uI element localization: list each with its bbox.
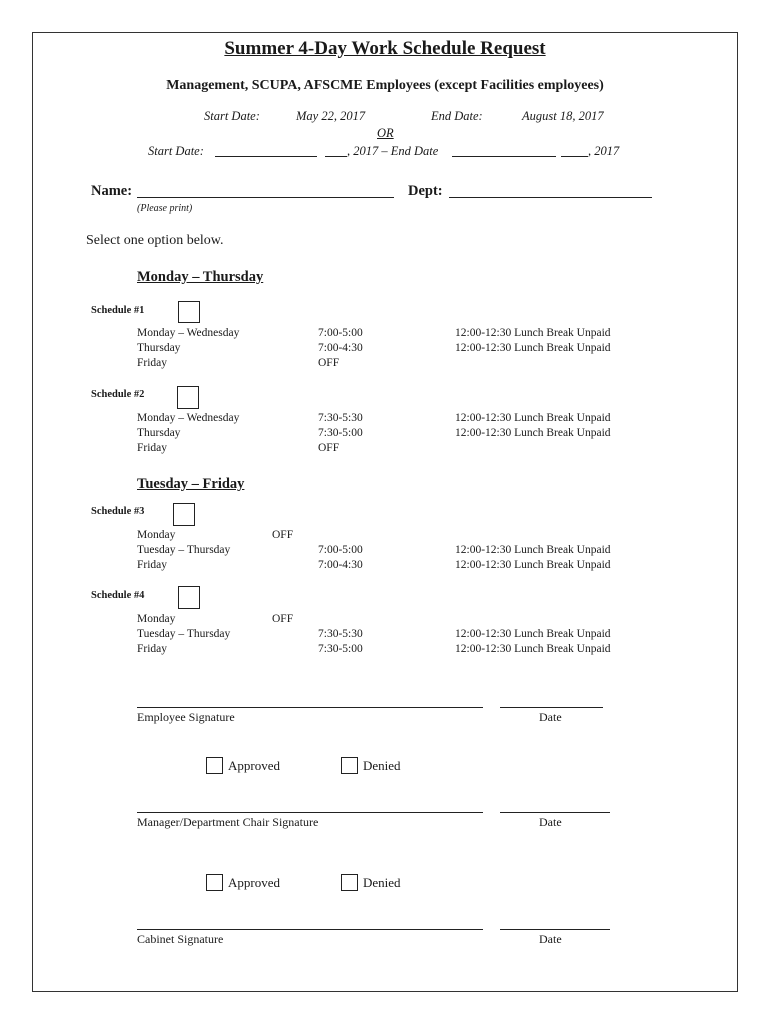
cabinet-approved-checkbox[interactable] (206, 874, 223, 891)
name-label: Name: (91, 183, 133, 199)
schedule-3-row-2-lunch: 12:00-12:30 Lunch Break Unpaid (455, 559, 611, 571)
cabinet-denied-label: Denied (363, 875, 401, 890)
name-field[interactable] (137, 197, 394, 198)
cabinet-signature-label: Cabinet Signature (137, 932, 224, 946)
form-title: Summer 4-Day Work Schedule Request (224, 38, 546, 59)
schedule-1-row-2-lunch: 12:00-12:30 Lunch Break Unpaid (455, 342, 611, 354)
schedule-2-row-3-hours: OFF (318, 442, 340, 454)
alt-start-date-field[interactable] (215, 144, 317, 157)
or-divider: OR (377, 126, 394, 140)
schedule-1-row-2-day: Thursday (137, 342, 181, 354)
schedule-2-row-2-lunch: 12:00-12:30 Lunch Break Unpaid (455, 427, 611, 439)
cabinet-signature-field[interactable] (137, 929, 483, 930)
schedule-2-row-2-hours: 7:30-5:00 (318, 427, 363, 439)
schedule-4-monday-off: OFF (272, 613, 294, 625)
employee-signature-label: Employee Signature (137, 710, 235, 724)
schedule-4-monday: Monday (137, 613, 176, 625)
employee-date-field[interactable] (500, 707, 603, 708)
schedule-1-row-2-hours: 7:00-4:30 (318, 342, 363, 354)
end-date-label: End Date: (431, 109, 483, 123)
schedule-3-row-2-day: Friday (137, 559, 168, 571)
schedule-3-row-1-hours: 7:00-5:00 (318, 544, 363, 556)
manager-signature-label: Manager/Department Chair Signature (137, 815, 319, 829)
start-date-label: Start Date: (204, 109, 260, 123)
schedule-1-label: Schedule #1 (91, 305, 145, 316)
instruction-text: Select one option below. (86, 233, 224, 248)
cabinet-approved-label: Approved (228, 875, 280, 890)
manager-date-field[interactable] (500, 812, 610, 813)
alt-start-date-label: Start Date: (148, 144, 204, 158)
print-hint: (Please print) (137, 203, 193, 214)
manager-denied-checkbox[interactable] (341, 757, 358, 774)
dept-label: Dept: (408, 183, 443, 199)
schedule-1-row-3-hours: OFF (318, 357, 340, 369)
schedule-1-checkbox[interactable] (178, 301, 200, 323)
employee-date-label: Date (539, 710, 562, 724)
alt-end-date-field[interactable] (452, 144, 556, 157)
alt-end-day-field[interactable] (561, 144, 588, 157)
end-date-value: August 18, 2017 (522, 109, 604, 123)
manager-denied-label: Denied (363, 758, 401, 773)
manager-date-label: Date (539, 815, 562, 829)
employee-signature-field[interactable] (137, 707, 483, 708)
group-heading-tue-fri: Tuesday – Friday (137, 476, 245, 492)
schedule-3-monday-off: OFF (272, 529, 294, 541)
schedule-1-row-1-day: Monday – Wednesday (137, 327, 240, 339)
schedule-2-row-2-day: Thursday (137, 427, 181, 439)
schedule-2-row-1-lunch: 12:00-12:30 Lunch Break Unpaid (455, 412, 611, 424)
start-date-value: May 22, 2017 (296, 109, 366, 123)
schedule-2-label: Schedule #2 (91, 389, 145, 400)
schedule-3-monday: Monday (137, 529, 176, 541)
schedule-2-row-1-hours: 7:30-5:30 (318, 412, 363, 424)
manager-approved-label: Approved (228, 758, 280, 773)
schedule-3-row-1-lunch: 12:00-12:30 Lunch Break Unpaid (455, 544, 611, 556)
dept-field[interactable] (449, 197, 652, 198)
cabinet-date-field[interactable] (500, 929, 610, 930)
manager-approved-checkbox[interactable] (206, 757, 223, 774)
schedule-3-row-1-day: Tuesday – Thursday (137, 544, 231, 556)
schedule-4-row-1-day: Tuesday – Thursday (137, 628, 231, 640)
schedule-3-checkbox[interactable] (173, 503, 195, 526)
schedule-1-row-3-day: Friday (137, 357, 168, 369)
schedule-1-row-1-hours: 7:00-5:00 (318, 327, 363, 339)
alt-start-day-field[interactable] (325, 144, 347, 157)
schedule-4-row-1-lunch: 12:00-12:30 Lunch Break Unpaid (455, 628, 611, 640)
manager-signature-field[interactable] (137, 812, 483, 813)
alt-year-end-label: , 2017 – End Date (347, 144, 439, 158)
schedule-4-row-1-hours: 7:30-5:30 (318, 628, 363, 640)
schedule-3-row-2-hours: 7:00-4:30 (318, 559, 363, 571)
schedule-4-row-2-hours: 7:30-5:00 (318, 643, 363, 655)
schedule-4-checkbox[interactable] (178, 586, 200, 609)
group-heading-mon-thu: Monday – Thursday (137, 269, 264, 285)
cabinet-date-label: Date (539, 932, 562, 946)
schedule-4-row-2-day: Friday (137, 643, 168, 655)
cabinet-denied-checkbox[interactable] (341, 874, 358, 891)
schedule-4-label: Schedule #4 (91, 590, 145, 601)
schedule-2-row-1-day: Monday – Wednesday (137, 412, 240, 424)
alt-end-year: , 2017 (588, 144, 620, 158)
form-subtitle: Management, SCUPA, AFSCME Employees (except Facilities employees) (166, 78, 604, 93)
schedule-2-row-3-day: Friday (137, 442, 168, 454)
schedule-1-row-1-lunch: 12:00-12:30 Lunch Break Unpaid (455, 327, 611, 339)
schedule-4-row-2-lunch: 12:00-12:30 Lunch Break Unpaid (455, 643, 611, 655)
schedule-2-checkbox[interactable] (177, 386, 199, 409)
schedule-3-label: Schedule #3 (91, 506, 145, 517)
